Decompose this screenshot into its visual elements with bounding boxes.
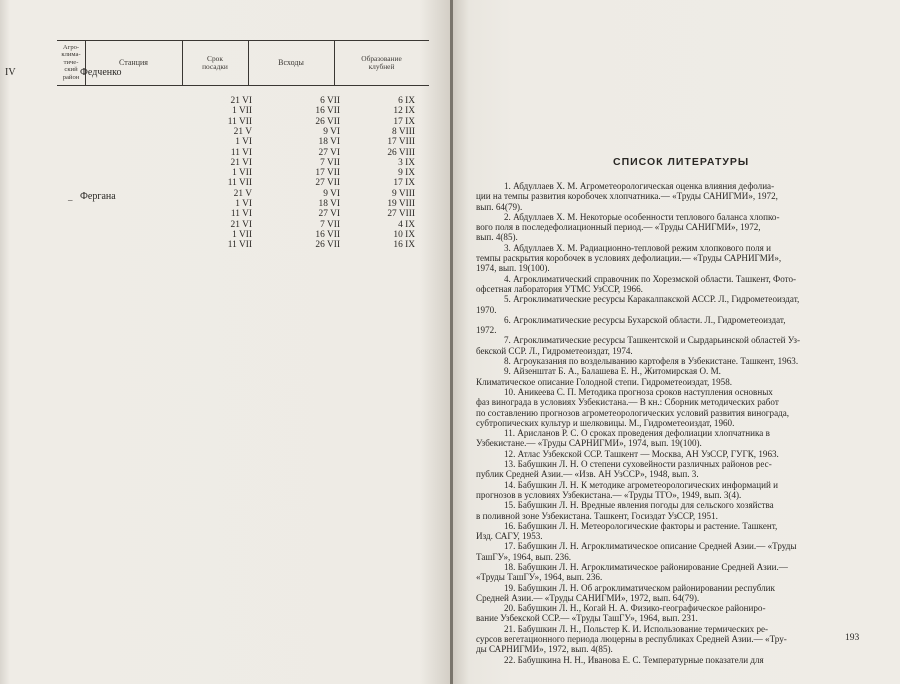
bibliography-line: Узбекистане.— «Труды САРНИГМИ», 1974, вып. 19(100). bbox=[476, 438, 702, 449]
header-tuber-formation bbox=[334, 40, 429, 85]
bibliography-entry bbox=[476, 387, 862, 428]
planting-date-cell: 11 VII bbox=[227, 116, 252, 127]
tuber-formation-cell: 17 IX bbox=[393, 178, 415, 189]
bibliography-entry bbox=[476, 603, 862, 624]
sprouts-cell: 16 VII bbox=[315, 106, 340, 117]
tuber-formation-cell: 3 IX bbox=[398, 157, 415, 168]
planting-date-cell: 21 VI bbox=[230, 157, 252, 168]
tuber-formation-cell: 9 IX bbox=[398, 168, 415, 179]
bibliography-line: 2. Абдуллаев Х. М. Некоторые особенности теплового баланса хлопко- bbox=[504, 211, 780, 222]
bibliography-line: 8. Агроуказания по возделыванию картофеля в Узбекистане. Ташкент, 1963. bbox=[504, 356, 799, 367]
sprouts-cell: 27 VII bbox=[315, 178, 340, 189]
bibliography-entry bbox=[476, 315, 862, 336]
bibliography-line: 12. Атлас Узбекской ССР. Ташкент — Москва, АН УзССР, ГУГК, 1963. bbox=[504, 448, 779, 459]
page-number: 193 bbox=[845, 633, 860, 643]
header-zone-line: клима- bbox=[61, 51, 81, 59]
tuber-formation-cell: 16 IX bbox=[393, 240, 415, 251]
zone-value: IV bbox=[5, 67, 16, 78]
bibliography-line: 21. Бабушкин Л. Н., Польстер К. И. Использование термических ре- bbox=[504, 623, 769, 634]
tuber-formation-cell: 9 VIII bbox=[392, 188, 415, 199]
tuber-formation-cell: 12 IX bbox=[393, 106, 415, 117]
bibliography-list bbox=[476, 181, 862, 665]
header-zone-line: ский bbox=[64, 66, 78, 74]
sprouts-cell: 7 VII bbox=[320, 157, 340, 168]
bibliography-title: СПИСОК ЛИТЕРАТУРЫ bbox=[613, 156, 750, 168]
bibliography-line: 11. Арисланов Р. С. О сроках проведения дефолиации хлопчатника в bbox=[504, 428, 770, 439]
planting-date-cell: 11 VI bbox=[230, 147, 252, 158]
sprouts-cell: 27 VI bbox=[318, 147, 340, 158]
bibliography-line: 5. Агроклиматические ресурсы Каракалпакской АССР. Л., Гидрометеоиздат, bbox=[504, 294, 800, 305]
planting-date-cell: 1 VII bbox=[232, 106, 252, 117]
bibliography-line: «Труды ТашГУ», 1964, вып. 236. bbox=[476, 572, 603, 583]
bibliography-line: по составлению прогнозов агрометеорологических условий развития винограда, bbox=[476, 407, 790, 418]
planting-date-cell: 1 VI bbox=[235, 137, 252, 148]
bibliography-line: 16. Бабушкин Л. Н. Метеорологические факторы и растение. Ташкент, bbox=[504, 520, 778, 531]
header-zone-line: Агро- bbox=[62, 43, 80, 51]
bibliography-line: 17. Бабушкин Л. Н. Агроклиматическое описание Средней Азии.— «Труды bbox=[504, 541, 797, 552]
header-tuber-line: клубней bbox=[368, 61, 395, 71]
bibliography-line: субтропических культур и шелковицы. М., Гидрометеоиздат, 1960. bbox=[476, 417, 735, 428]
bibliography-line: 22. Бабушкина Н. Н., Иванова Е. С. Температурные показатели для bbox=[504, 654, 764, 665]
bibliography-line: Средней Азии.— «Труды САНИГМИ», 1972, вып. 64(79). bbox=[476, 592, 700, 603]
sprouts-cell: 18 VI bbox=[318, 199, 340, 209]
planting-date-cell: 21 VI bbox=[230, 96, 252, 106]
planting-date-cell: 11 VI bbox=[230, 209, 252, 220]
tuber-formation-cell: 19 VIII bbox=[387, 199, 415, 209]
bibliography-line: 7. Агроклиматические ресурсы Ташкентской и Сырдарьинской областей Уз- bbox=[504, 335, 801, 346]
station-name: Фергана bbox=[80, 191, 116, 202]
bibliography-entry bbox=[476, 243, 862, 274]
bibliography-line: вого поля в последефолиационный период.— «Труды САНИГМИ», 1972, bbox=[476, 222, 761, 233]
header-planting-line: Срок bbox=[207, 53, 223, 63]
bibliography-entry bbox=[476, 541, 862, 562]
bibliography-line: Климатическое описание Голодной степи. Гидрометеоиздат, 1958. bbox=[476, 376, 733, 387]
bibliography-line: вып. 64(79). bbox=[476, 201, 523, 212]
header-station: Станция bbox=[119, 57, 148, 67]
header-sprouts: Всходы bbox=[278, 57, 304, 67]
sprouts-cell: 27 VI bbox=[318, 209, 340, 220]
bibliography-line: 1974, вып. 19(100). bbox=[476, 263, 550, 274]
bibliography-entry bbox=[476, 335, 862, 356]
bibliography-line: вып. 4(85). bbox=[476, 232, 518, 243]
sprouts-cell: 17 VII bbox=[315, 168, 340, 179]
bibliography-entry bbox=[476, 428, 862, 449]
header-planting-line: посадки bbox=[202, 61, 228, 71]
bibliography-line: 15. Бабушкин Л. Н. Вредные явления погоды для сельского хозяйства bbox=[504, 500, 774, 511]
planting-date-cell: 11 VII bbox=[227, 240, 252, 251]
bibliography-entry bbox=[476, 181, 862, 212]
tuber-formation-cell: 10 IX bbox=[393, 229, 415, 240]
tuber-formation-cell: 17 VIII bbox=[387, 137, 415, 148]
bibliography-entry bbox=[476, 562, 862, 583]
bibliography-line: 4. Агроклиматический справочник по Хорезмской области. Ташкент, Фото- bbox=[504, 273, 797, 284]
header-zone-line: район bbox=[62, 73, 80, 81]
bibliography-line: в поливной зоне Узбекистана. Ташкент, Госиздат УзССР, 1951. bbox=[476, 510, 718, 521]
sprouts-cell: 26 VII bbox=[315, 116, 340, 127]
bibliography-line: 1972. bbox=[476, 325, 497, 336]
planting-date-cell: 11 VII bbox=[227, 178, 252, 189]
header-zone-line: тиче- bbox=[63, 58, 79, 66]
bibliography-entry bbox=[476, 274, 862, 295]
tuber-formation-cell: 27 VIII bbox=[387, 209, 415, 220]
planting-date-cell: 21 V bbox=[233, 126, 252, 137]
tuber-formation-cell: 8 VIII bbox=[392, 126, 415, 137]
bibliography-line: публик Средней Азии.— «Изв. АН УзССР», 1948, вып. 3. bbox=[476, 469, 699, 480]
bibliography-line: офсетная лаборатория УТМС УзССР, 1966. bbox=[476, 283, 643, 294]
bibliography-line: 19. Бабушкин Л. Н. Об агроклиматическом районировании республик bbox=[504, 582, 775, 593]
bibliography-entry bbox=[476, 356, 862, 366]
planting-date-cell: 21 V bbox=[233, 188, 252, 199]
bibliography-line: 6. Агроклиматические ресурсы Бухарской области. Л., Гидрометеоиздат, bbox=[504, 314, 786, 325]
tuber-formation-cell: 6 IX bbox=[398, 96, 415, 106]
bibliography-entry bbox=[476, 480, 862, 501]
bibliography-line: 14. Бабушкин Л. Н. К методике агрометеорологических информаций и bbox=[504, 479, 778, 490]
bibliography-line: 10. Аникеева С. П. Методика прогноза сроков наступления основных bbox=[504, 386, 773, 397]
bibliography-line: ды САРНИГМИ», 1972, вып. 4(85). bbox=[476, 644, 613, 655]
tuber-formation-cell: 4 IX bbox=[398, 219, 415, 230]
header-planting-date bbox=[182, 40, 248, 85]
bibliography-entry bbox=[476, 366, 862, 387]
bibliography-entry bbox=[476, 449, 862, 459]
bibliography-line: вание Узбекской ССР.— «Труды ТашГУ», 1964, вып. 231. bbox=[476, 613, 698, 624]
station-name: Федченко bbox=[80, 67, 122, 78]
sprouts-cell: 9 VI bbox=[323, 188, 340, 199]
planting-date-cell: 1 VI bbox=[235, 199, 252, 209]
bibliography-line: фаз винограда в условиях Узбекистана.— В кн.: Сборник методических работ bbox=[476, 397, 779, 408]
bibliography-line: 1970. bbox=[476, 304, 497, 315]
bibliography-line: сурсов вегетационного периода люцерны в республиках Средней Азии.— «Тру- bbox=[476, 634, 787, 645]
tuber-formation-cell: 17 IX bbox=[393, 116, 415, 127]
bibliography-line: темпы раскрытия коробочек в условиях дефолиации.— «Труды САРНИГМИ», bbox=[476, 253, 782, 264]
bibliography-entry bbox=[476, 459, 862, 480]
bibliography-line: 3. Абдуллаев Х. М. Радиационно-тепловой режим хлопкового поля и bbox=[504, 242, 771, 253]
bibliography-line: 20. Бабушкин Л. Н., Когай Н. А. Физико-географическое райониро- bbox=[504, 603, 766, 614]
planting-date-cell: 21 VI bbox=[230, 219, 252, 230]
sprouts-cell: 18 VI bbox=[318, 137, 340, 148]
dash-mark: _ bbox=[68, 192, 73, 202]
tuber-formation-cell: 26 VIII bbox=[387, 147, 415, 158]
bibliography-entry bbox=[476, 624, 862, 655]
sprouts-cell: 7 VII bbox=[320, 219, 340, 230]
bibliography-entry bbox=[476, 521, 862, 542]
bibliography-entry bbox=[476, 583, 862, 604]
bibliography-line: 1. Абдуллаев Х. М. Агрометеорологическая оценка влияния дефолиа- bbox=[504, 181, 775, 191]
bibliography-entry bbox=[476, 294, 862, 315]
sprouts-cell: 9 VI bbox=[323, 126, 340, 137]
bibliography-line: бекской ССР. Л., Гидрометеоиздат, 1974. bbox=[476, 345, 633, 356]
planting-date-cell: 1 VII bbox=[232, 229, 252, 240]
bibliography-line: прогнозов в условиях Узбекистана.— «Труды ТГО», 1949, вып. 3(4). bbox=[476, 489, 742, 500]
bibliography-line: ции на темпы развития коробочек хлопчатника.— «Труды САНИГМИ», 1972, bbox=[476, 191, 778, 202]
table-header-rule bbox=[57, 85, 429, 86]
sprouts-cell: 16 VII bbox=[315, 229, 340, 240]
sprouts-cell: 26 VII bbox=[315, 240, 340, 251]
bibliography-line: 9. Айзенштат Б. А., Балашева Е. Н., Житомирская О. М. bbox=[504, 366, 721, 377]
bibliography-entry bbox=[476, 212, 862, 243]
planting-date-cell: 1 VII bbox=[232, 168, 252, 179]
bibliography-entry bbox=[476, 655, 862, 665]
bibliography-line: ТашГУ», 1964, вып. 236. bbox=[476, 551, 572, 562]
sprouts-cell: 6 VII bbox=[320, 96, 340, 106]
bibliography-entry bbox=[476, 500, 862, 521]
bibliography-line: 18. Бабушкин Л. Н. Агроклиматическое районирование Средней Азии.— bbox=[504, 561, 788, 572]
header-tuber-line: Образование bbox=[361, 53, 402, 63]
bibliography-line: Изд. САГУ, 1953. bbox=[476, 531, 543, 542]
bibliography-line: 13. Бабушкин Л. Н. О степени суховейности различных районов рес- bbox=[504, 459, 772, 470]
